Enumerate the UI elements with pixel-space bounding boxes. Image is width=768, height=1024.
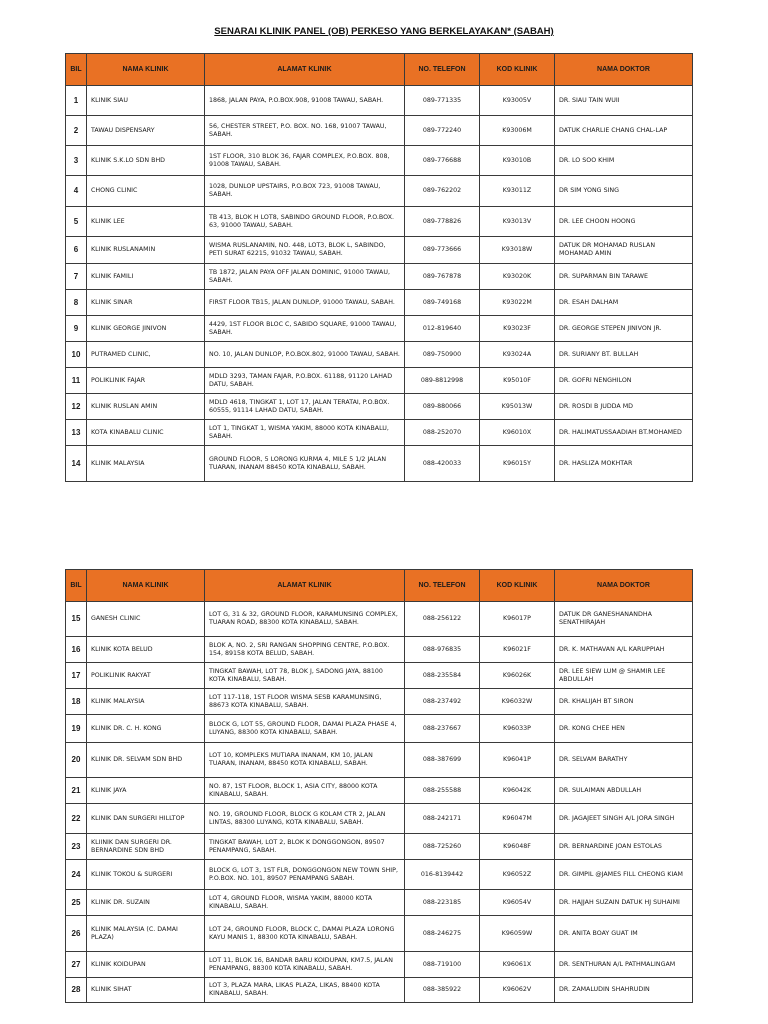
table-row xyxy=(66,146,693,176)
cell-bil: 19 xyxy=(66,715,87,743)
cell-alamat-klinik: TB 1872, JALAN PAYA OFF JALAN DOMINIC, 91000 TAWAU, SABAH. xyxy=(205,264,405,290)
cell-nama-doktor: DR. LO SOO KHIM xyxy=(555,146,693,176)
cell-nama-doktor: DR SIM YONG SING xyxy=(555,176,693,207)
table-row xyxy=(66,637,693,663)
cell-kod-klinik: K96059W xyxy=(480,916,555,952)
table-row xyxy=(66,394,693,420)
cell-nama-doktor: DR. HALIMATUSSAADIAH BT.MOHAMED xyxy=(555,420,693,446)
header-nama-doktor: NAMA DOKTOR xyxy=(555,570,693,602)
cell-alamat-klinik: NO. 10, JALAN DUNLOP, P.O.BOX.802, 91000 TAWAU, SABAH. xyxy=(205,342,405,368)
cell-nama-klinik: KLINIK DR. SUZAIN xyxy=(87,890,205,916)
cell-bil: 26 xyxy=(66,916,87,952)
cell-nama-klinik: GANESH CLINIC xyxy=(87,602,205,637)
cell-nama-doktor: DR. LEE SIEW LUM @ SHAMIR LEE ABDULLAH xyxy=(555,663,693,689)
cell-kod-klinik: K96054V xyxy=(480,890,555,916)
cell-nama-klinik: KLINIK MALAYSIA (C. DAMAI PLAZA) xyxy=(87,916,205,952)
table-row xyxy=(66,116,693,146)
table-row xyxy=(66,316,693,342)
table-row xyxy=(66,663,693,689)
cell-bil: 25 xyxy=(66,890,87,916)
cell-nama-klinik: PUTRAMED CLINIC, xyxy=(87,342,205,368)
header-bil: BIL xyxy=(66,54,87,86)
cell-no-telefon: 089-749168 xyxy=(405,290,480,316)
cell-kod-klinik: K96042K xyxy=(480,778,555,804)
cell-nama-klinik: KLINIK FAMILI xyxy=(87,264,205,290)
cell-alamat-klinik: TB 413, BLOK H LOT8, SABINDO GROUND FLOOR, P.O.BOX. 63, 91000 TAWAU, SABAH. xyxy=(205,207,405,237)
cell-kod-klinik: K93023F xyxy=(480,316,555,342)
cell-bil: 7 xyxy=(66,264,87,290)
cell-no-telefon: 089-750900 xyxy=(405,342,480,368)
cell-kod-klinik: K93011Z xyxy=(480,176,555,207)
cell-bil: 6 xyxy=(66,237,87,264)
cell-alamat-klinik: MDLD 3293, TAMAN FAJAR, P.O.BOX. 61188, 91120 LAHAD DATU, SABAH. xyxy=(205,368,405,394)
table-row xyxy=(66,860,693,890)
cell-no-telefon: 089-778826 xyxy=(405,207,480,237)
cell-kod-klinik: K93020K xyxy=(480,264,555,290)
cell-kod-klinik: K96010X xyxy=(480,420,555,446)
header-alamat-klinik: ALAMAT KLINIK xyxy=(205,570,405,602)
header-kod-klinik: KOD KLINIK xyxy=(480,54,555,86)
cell-no-telefon: 088-387699 xyxy=(405,743,480,778)
clinic-table-part-1 xyxy=(65,53,693,482)
cell-nama-klinik: KLINIK RUSLAN AMIN xyxy=(87,394,205,420)
table-row xyxy=(66,743,693,778)
cell-bil: 8 xyxy=(66,290,87,316)
cell-alamat-klinik: 1028, DUNLOP UPSTAIRS, P.O.BOX 723, 91008 TAWAU, SABAH. xyxy=(205,176,405,207)
cell-nama-doktor: DR. SUPARMAN BIN TARAWE xyxy=(555,264,693,290)
cell-nama-klinik: TAWAU DISPENSARY xyxy=(87,116,205,146)
cell-kod-klinik: K96048F xyxy=(480,834,555,860)
table-row xyxy=(66,978,693,1003)
cell-no-telefon: 088-252070 xyxy=(405,420,480,446)
cell-nama-doktor: DR. JAGAJEET SINGH A/L JORA SINGH xyxy=(555,804,693,834)
cell-alamat-klinik: BLOCK G, LOT 3, 1ST FLR, DONGGONGON NEW TOWN SHIP, P.O.BOX. NO. 101, 89507 PENAMPANG SABAH. xyxy=(205,860,405,890)
header-nama-doktor: NAMA DOKTOR xyxy=(555,54,693,86)
cell-nama-klinik: KLINIK MALAYSIA xyxy=(87,689,205,715)
table-row xyxy=(66,368,693,394)
cell-alamat-klinik: LOT 1, TINGKAT 1, WISMA YAKIM, 88000 KOTA KINABALU, SABAH. xyxy=(205,420,405,446)
cell-nama-doktor: DR. SULAIMAN ABDULLAH xyxy=(555,778,693,804)
cell-no-telefon: 089-8812998 xyxy=(405,368,480,394)
cell-kod-klinik: K96041P xyxy=(480,743,555,778)
cell-alamat-klinik: FIRST FLOOR TB15, JALAN DUNLOP, 91000 TAWAU, SABAH. xyxy=(205,290,405,316)
table-row xyxy=(66,778,693,804)
cell-nama-doktor: DATUK CHARLIE CHANG CHAL-LAP xyxy=(555,116,693,146)
cell-kod-klinik: K96021F xyxy=(480,637,555,663)
cell-no-telefon: 088-725260 xyxy=(405,834,480,860)
cell-nama-klinik: KLINIK DR. SELVAM SDN BHD xyxy=(87,743,205,778)
table-header-row xyxy=(66,54,693,86)
cell-alamat-klinik: LOT G, 31 & 32, GROUND FLOOR, KARAMUNSING COMPLEX, TUARAN ROAD, 88300 KOTA KINABALU, SABAH. xyxy=(205,602,405,637)
cell-alamat-klinik: NO. 19, GROUND FLOOR, BLOCK G KOLAM CTR 2, JALAN LINTAS, 88300 LUYANG, KOTA KINABALU, SABAH. xyxy=(205,804,405,834)
cell-bil: 14 xyxy=(66,446,87,482)
header-kod-klinik: KOD KLINIK xyxy=(480,570,555,602)
cell-kod-klinik: K93005V xyxy=(480,86,555,116)
cell-alamat-klinik: BLOCK G, LOT 55, GROUND FLOOR, DAMAI PLAZA PHASE 4, LUYANG, 88300 KOTA KINABALU, SABAH. xyxy=(205,715,405,743)
cell-bil: 24 xyxy=(66,860,87,890)
table-header-row xyxy=(66,570,693,602)
cell-nama-doktor: DR. SENTHURAN A/L PATHMALINGAM xyxy=(555,952,693,978)
header-nama-klinik: NAMA KLINIK xyxy=(87,54,205,86)
cell-kod-klinik: K93018W xyxy=(480,237,555,264)
cell-nama-doktor: DR. SIAU TAIN WUII xyxy=(555,86,693,116)
cell-nama-klinik: KLINIK MALAYSIA xyxy=(87,446,205,482)
cell-no-telefon: 088-976835 xyxy=(405,637,480,663)
cell-bil: 12 xyxy=(66,394,87,420)
cell-nama-klinik: KLINIK KOTA BELUD xyxy=(87,637,205,663)
table-row xyxy=(66,420,693,446)
table-row xyxy=(66,207,693,237)
cell-bil: 10 xyxy=(66,342,87,368)
table-row xyxy=(66,446,693,482)
cell-no-telefon: 089-767878 xyxy=(405,264,480,290)
cell-alamat-klinik: 56, CHESTER STREET, P.O. BOX. NO. 168, 91007 TAWAU, SABAH. xyxy=(205,116,405,146)
cell-no-telefon: 088-223185 xyxy=(405,890,480,916)
cell-nama-doktor: DR. ANITA BOAY GUAT IM xyxy=(555,916,693,952)
header-alamat-klinik: ALAMAT KLINIK xyxy=(205,54,405,86)
cell-nama-doktor: DR. KHALIJAH BT SIRON xyxy=(555,689,693,715)
cell-bil: 1 xyxy=(66,86,87,116)
cell-kod-klinik: K96015Y xyxy=(480,446,555,482)
cell-nama-klinik: KLINIK KOIDUPAN xyxy=(87,952,205,978)
table-row xyxy=(66,342,693,368)
cell-nama-doktor: DR. K. MATHAVAN A/L KARUPPIAH xyxy=(555,637,693,663)
cell-alamat-klinik: MDLD 4618, TINGKAT 1, LOT 17, JALAN TERATAI, P.O.BOX. 60555, 91114 LAHAD DATU, SABAH. xyxy=(205,394,405,420)
cell-alamat-klinik: LOT 3, PLAZA MARA, LIKAS PLAZA, LIKAS, 88400 KOTA KINABALU, SABAH. xyxy=(205,978,405,1003)
cell-alamat-klinik: LOT 10, KOMPLEKS MUTIARA INANAM, KM 10, JALAN TUARAN, INANAM, 88450 KOTA KINABALU, SABAH. xyxy=(205,743,405,778)
cell-bil: 5 xyxy=(66,207,87,237)
cell-nama-klinik: KLINIK S.K.LO SDN BHD xyxy=(87,146,205,176)
cell-alamat-klinik: LOT 24, GROUND FLOOR, BLOCK C, DAMAI PLAZA LORONG KAYU MANIS 1, 88300 KOTA KINABALU, SABAH. xyxy=(205,916,405,952)
cell-bil: 15 xyxy=(66,602,87,637)
cell-alamat-klinik: NO. 87, 1ST FLOOR, BLOCK 1, ASIA CITY, 88000 KOTA KINABALU, SABAH. xyxy=(205,778,405,804)
cell-alamat-klinik: 1868, JALAN PAYA, P.O.BOX.908, 91008 TAWAU, SABAH. xyxy=(205,86,405,116)
cell-nama-klinik: CHONG CLINIC xyxy=(87,176,205,207)
cell-nama-doktor: DR. HASLIZA MOKHTAR xyxy=(555,446,693,482)
cell-bil: 2 xyxy=(66,116,87,146)
cell-kod-klinik: K96052Z xyxy=(480,860,555,890)
cell-nama-klinik: KLINIK LEE xyxy=(87,207,205,237)
table-row xyxy=(66,952,693,978)
header-no-telefon: NO. TELEFON xyxy=(405,54,480,86)
cell-bil: 4 xyxy=(66,176,87,207)
header-bil: BIL xyxy=(66,570,87,602)
cell-nama-doktor: DR. KONG CHEE HEN xyxy=(555,715,693,743)
cell-bil: 9 xyxy=(66,316,87,342)
cell-no-telefon: 088-385922 xyxy=(405,978,480,1003)
cell-alamat-klinik: LOT 4, GROUND FLOOR, WISMA YAKIM, 88000 KOTA KINABALU, SABAH. xyxy=(205,890,405,916)
cell-bil: 16 xyxy=(66,637,87,663)
cell-bil: 27 xyxy=(66,952,87,978)
cell-bil: 22 xyxy=(66,804,87,834)
table-row xyxy=(66,715,693,743)
cell-no-telefon: 089-880066 xyxy=(405,394,480,420)
cell-bil: 11 xyxy=(66,368,87,394)
cell-no-telefon: 016-8139442 xyxy=(405,860,480,890)
cell-alamat-klinik: LOT 11, BLOK 16, BANDAR BARU KOIDUPAN, KM7.5, JALAN PENAMPANG, 88300 KOTA KINABALU, SABAH. xyxy=(205,952,405,978)
table-row xyxy=(66,86,693,116)
cell-kod-klinik: K96047M xyxy=(480,804,555,834)
cell-no-telefon: 089-773666 xyxy=(405,237,480,264)
cell-nama-doktor: DR. SELVAM BARATHY xyxy=(555,743,693,778)
cell-no-telefon: 088-235584 xyxy=(405,663,480,689)
table-row xyxy=(66,689,693,715)
cell-no-telefon: 088-256122 xyxy=(405,602,480,637)
cell-nama-klinik: KLINIK SIAU xyxy=(87,86,205,116)
cell-kod-klinik: K96026K xyxy=(480,663,555,689)
cell-no-telefon: 089-771335 xyxy=(405,86,480,116)
cell-nama-doktor: DR. ESAH DALHAM xyxy=(555,290,693,316)
cell-no-telefon: 088-246275 xyxy=(405,916,480,952)
cell-nama-klinik: KLINIK TOKOU & SURGERI xyxy=(87,860,205,890)
cell-bil: 20 xyxy=(66,743,87,778)
cell-no-telefon: 088-255588 xyxy=(405,778,480,804)
cell-kod-klinik: K95010F xyxy=(480,368,555,394)
cell-nama-doktor: DR. GOFRI NENGHILON xyxy=(555,368,693,394)
cell-nama-doktor: DR. GEORGE STEPEN JINIVON JR. xyxy=(555,316,693,342)
cell-alamat-klinik: 1ST FLOOR, 310 BLOK 36, FAJAR COMPLEX, P.O.BOX. 808, 91008 TAWAU, SABAH. xyxy=(205,146,405,176)
table-row xyxy=(66,602,693,637)
header-nama-klinik: NAMA KLINIK xyxy=(87,570,205,602)
cell-nama-doktor: DR. SURIANY BT. BULLAH xyxy=(555,342,693,368)
cell-kod-klinik: K96033P xyxy=(480,715,555,743)
cell-kod-klinik: K93006M xyxy=(480,116,555,146)
cell-alamat-klinik: TINGKAT BAWAH, LOT 78, BLOK J, SADONG JAYA, 88100 KOTA KINABALU, SABAH. xyxy=(205,663,405,689)
table-row xyxy=(66,264,693,290)
cell-nama-klinik: KLINIK RUSLANAMIN xyxy=(87,237,205,264)
cell-nama-doktor: DR. BERNARDINE JOAN ESTOLAS xyxy=(555,834,693,860)
cell-bil: 28 xyxy=(66,978,87,1003)
cell-nama-klinik: KOTA KINABALU CLINIC xyxy=(87,420,205,446)
cell-kod-klinik: K93024A xyxy=(480,342,555,368)
cell-kod-klinik: K93022M xyxy=(480,290,555,316)
cell-kod-klinik: K93010B xyxy=(480,146,555,176)
cell-nama-klinik: KLINIK GEORGE JINIVON xyxy=(87,316,205,342)
clinic-table-part-2 xyxy=(65,569,693,1003)
cell-nama-doktor: DR. ROSDI B JUDDA MD xyxy=(555,394,693,420)
cell-bil: 21 xyxy=(66,778,87,804)
cell-alamat-klinik: WISMA RUSLANAMIN, NO. 448, LOT3, BLOK L, SABINDO, PETI SURAT 62215, 91032 TAWAU, SABAH. xyxy=(205,237,405,264)
cell-no-telefon: 089-772240 xyxy=(405,116,480,146)
cell-nama-klinik: KLINIK SIHAT xyxy=(87,978,205,1003)
table-row xyxy=(66,890,693,916)
cell-kod-klinik: K96032W xyxy=(480,689,555,715)
cell-nama-klinik: KLINIK DR. C. H. KONG xyxy=(87,715,205,743)
cell-no-telefon: 012-819640 xyxy=(405,316,480,342)
cell-kod-klinik: K93013V xyxy=(480,207,555,237)
cell-nama-doktor: DATUK DR MOHAMAD RUSLAN MOHAMAD AMIN xyxy=(555,237,693,264)
table-row xyxy=(66,804,693,834)
cell-bil: 13 xyxy=(66,420,87,446)
table-row xyxy=(66,176,693,207)
cell-bil: 23 xyxy=(66,834,87,860)
cell-kod-klinik: K96061X xyxy=(480,952,555,978)
document-title: SENARAI KLINIK PANEL (OB) PERKESO YANG BERKELAYAKAN* (SABAH) xyxy=(214,26,554,37)
cell-bil: 17 xyxy=(66,663,87,689)
cell-alamat-klinik: GROUND FLOOR, 5 LORONG KURMA 4, MILE 5 1/2 JALAN TUARAN, INANAM 88450 KOTA KINABALU, SABAH. xyxy=(205,446,405,482)
table-row xyxy=(66,834,693,860)
cell-no-telefon: 088-242171 xyxy=(405,804,480,834)
header-no-telefon: NO. TELEFON xyxy=(405,570,480,602)
table-row xyxy=(66,290,693,316)
cell-nama-doktor: DR. GIMPIL @JAMES FILL CHEONG KIAM xyxy=(555,860,693,890)
cell-nama-klinik: KLINIK SINAR xyxy=(87,290,205,316)
cell-no-telefon: 088-719100 xyxy=(405,952,480,978)
cell-nama-doktor: DATUK DR GANESHANANDHA SENATHIRAJAH xyxy=(555,602,693,637)
cell-no-telefon: 089-762202 xyxy=(405,176,480,207)
table-row xyxy=(66,237,693,264)
cell-bil: 3 xyxy=(66,146,87,176)
cell-alamat-klinik: BLOK A, NO. 2, SRI RANGAN SHOPPING CENTRE, P.O.BOX. 154, 89158 KOTA BELUD, SABAH. xyxy=(205,637,405,663)
cell-nama-klinik: POLIKLINIK FAJAR xyxy=(87,368,205,394)
cell-no-telefon: 089-776688 xyxy=(405,146,480,176)
cell-kod-klinik: K96017P xyxy=(480,602,555,637)
cell-nama-klinik: KLINIK JAYA xyxy=(87,778,205,804)
cell-nama-klinik: KLIINIK DAN SURGERI DR. BERNARDINE SDN BHD xyxy=(87,834,205,860)
cell-alamat-klinik: 4429, 1ST FLOOR BLOC C, SABIDO SQUARE, 91000 TAWAU, SABAH. xyxy=(205,316,405,342)
cell-nama-klinik: POLIKLINIK RAKYAT xyxy=(87,663,205,689)
cell-nama-klinik: KLINIK DAN SURGERI HILLTOP xyxy=(87,804,205,834)
cell-kod-klinik: K95013W xyxy=(480,394,555,420)
cell-nama-doktor: DR. HAJJAH SUZAIN DATUK HJ SUHAIMI xyxy=(555,890,693,916)
cell-nama-doktor: DR. LEE CHOON HOONG xyxy=(555,207,693,237)
cell-no-telefon: 088-420033 xyxy=(405,446,480,482)
cell-kod-klinik: K96062V xyxy=(480,978,555,1003)
cell-no-telefon: 088-237492 xyxy=(405,689,480,715)
cell-bil: 18 xyxy=(66,689,87,715)
table-row xyxy=(66,916,693,952)
cell-no-telefon: 088-237667 xyxy=(405,715,480,743)
cell-alamat-klinik: TINGKAT BAWAH, LOT 2, BLOK K DONGGONGON, 89507 PENAMPANG, SABAH. xyxy=(205,834,405,860)
cell-alamat-klinik: LOT 117-118, 1ST FLOOR WISMA SESB KARAMUNSING, 88673 KOTA KINABALU, SABAH. xyxy=(205,689,405,715)
cell-nama-doktor: DR. ZAMALUDIN SHAHRUDIN xyxy=(555,978,693,1003)
